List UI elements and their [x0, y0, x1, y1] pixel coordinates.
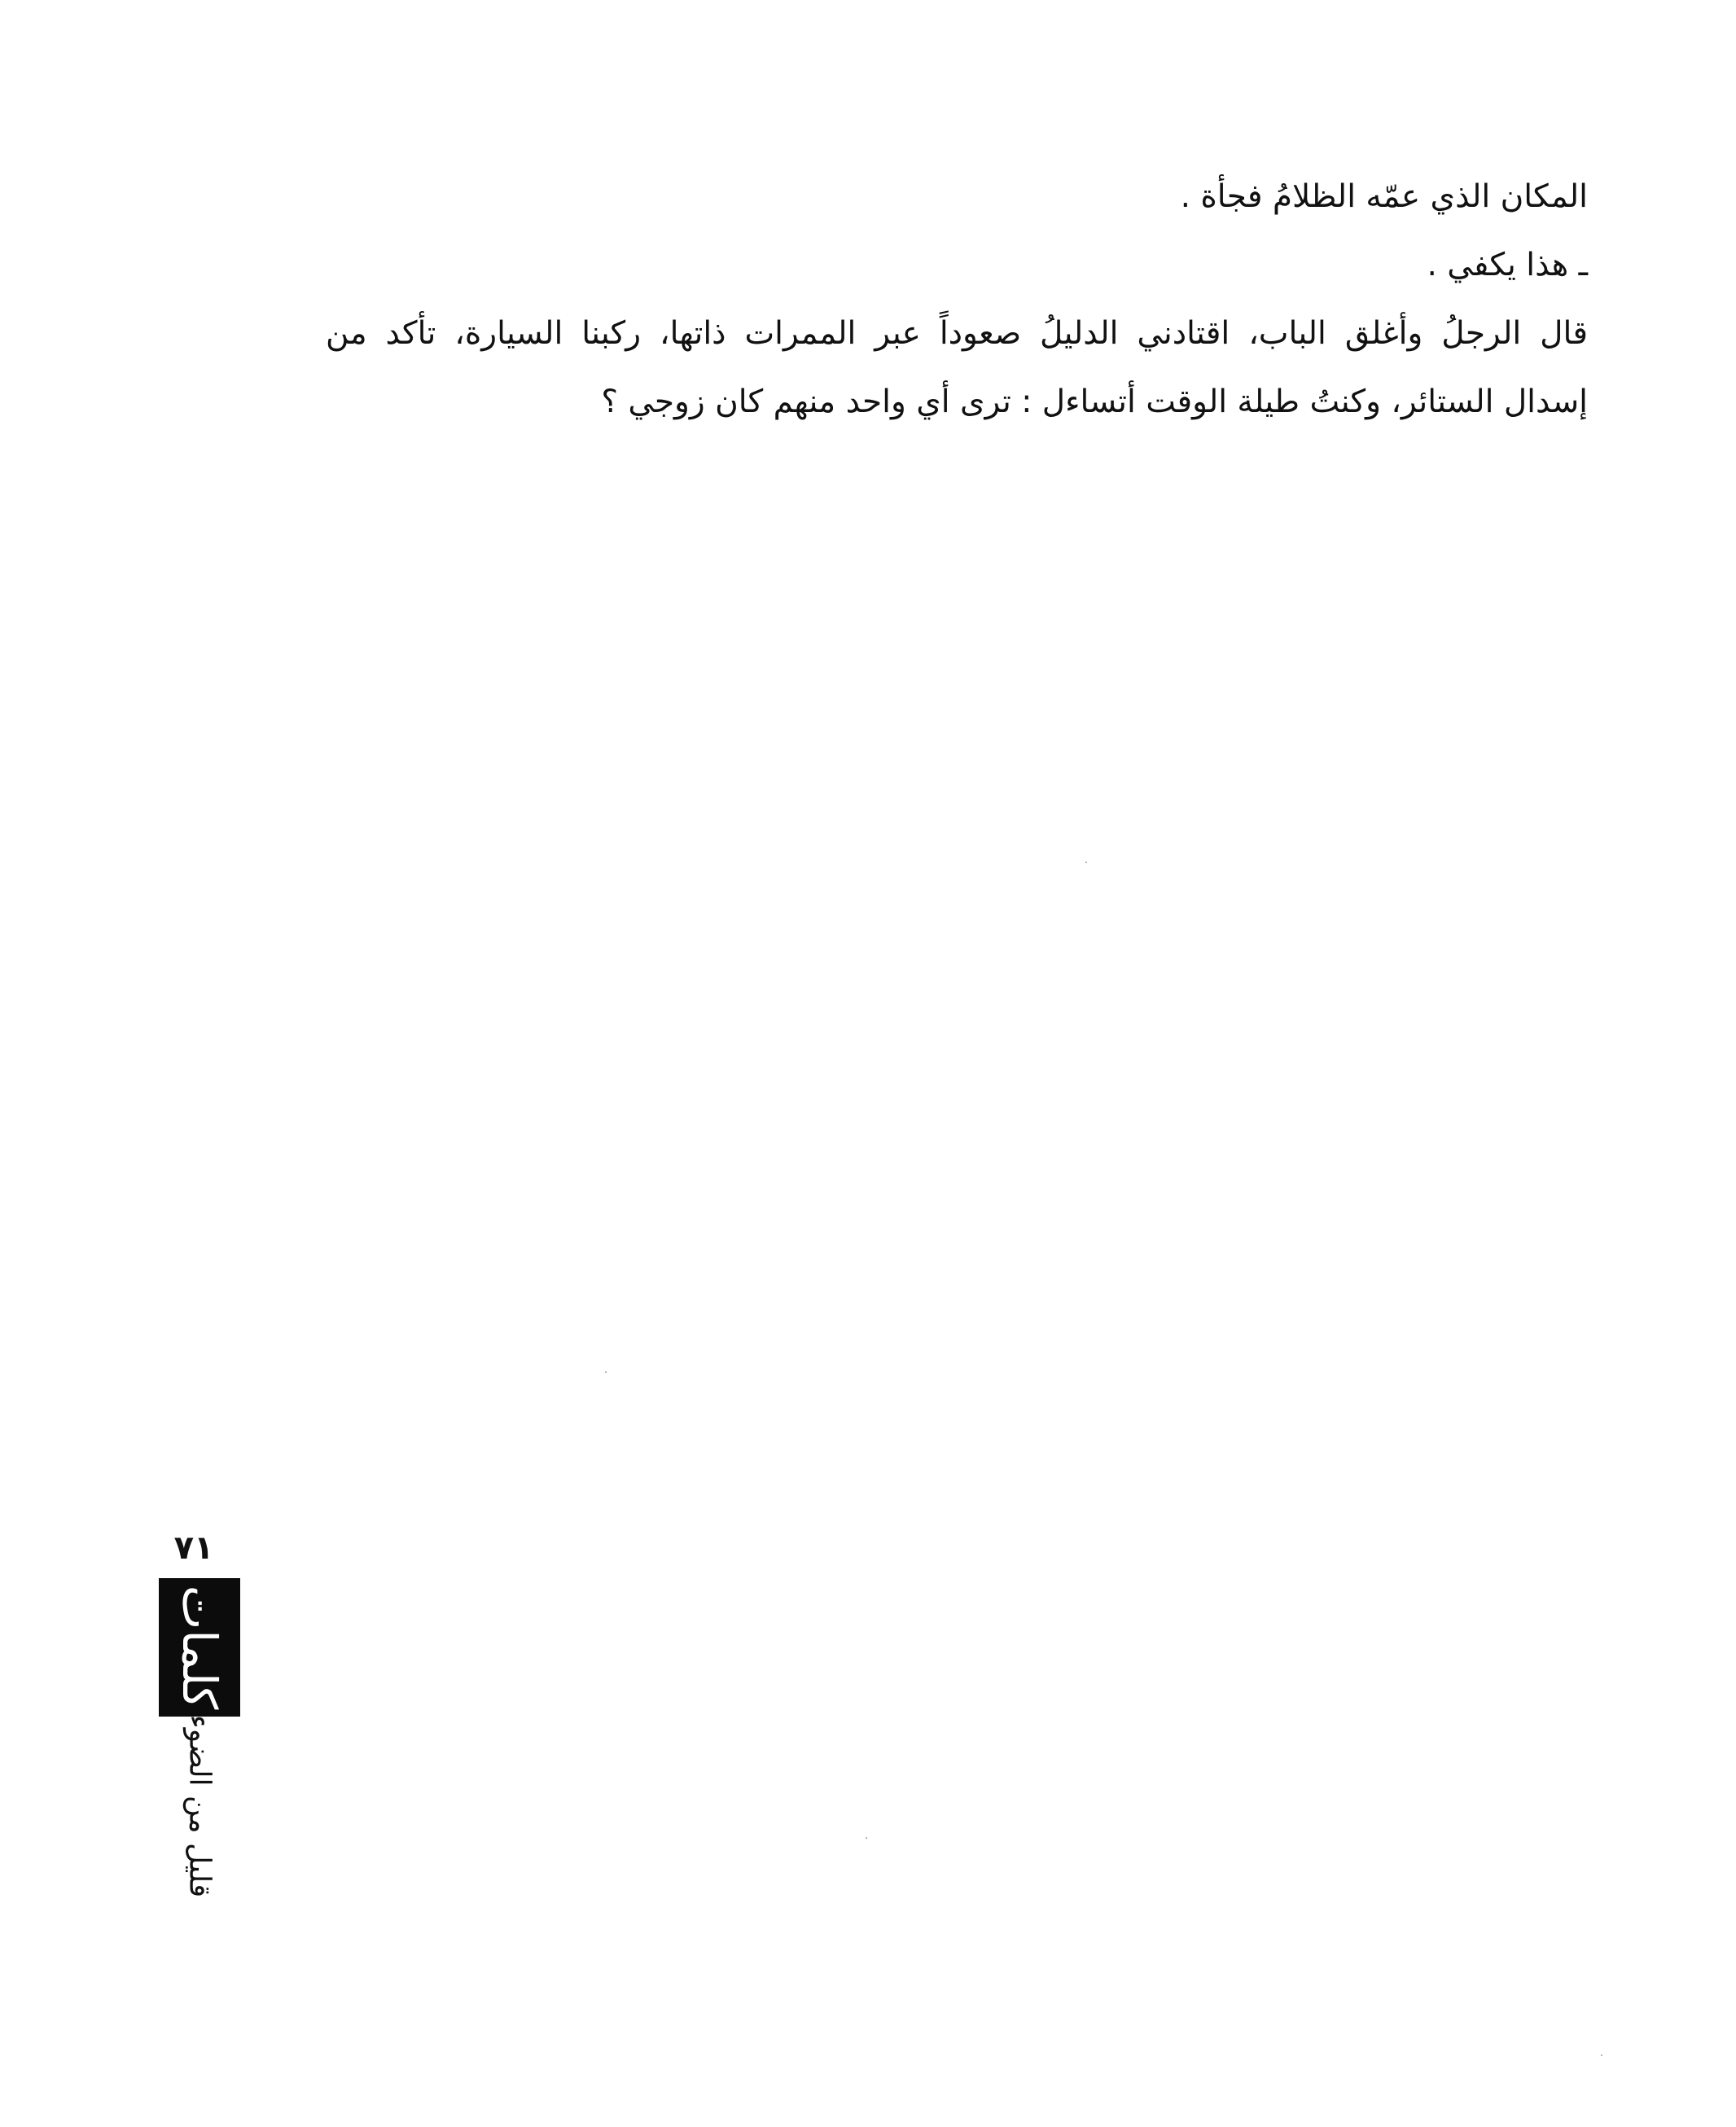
- series-label-box: [159, 1578, 240, 1717]
- scan-speck: [866, 1837, 867, 1839]
- scan-speck: [605, 1371, 607, 1373]
- series-label: كلمات: [172, 1585, 227, 1710]
- paragraph-line-1: المكان الذي عمّه الظلامُ فجأة .: [1180, 178, 1588, 215]
- scan-speck: [1085, 862, 1087, 863]
- paragraph-line-4: إسدال الستائر، وكنتُ طيلة الوقت أتساءل : ترى أي واحد منهم كان زوجي ؟: [601, 384, 1588, 420]
- book-title-running-head: [159, 1714, 240, 1898]
- page-number: ٧١: [173, 1529, 214, 1567]
- scan-speck: [1601, 2055, 1602, 2056]
- paragraph-line-3: قال الرجلُ وأغلق الباب، اقتادني الدليلُ صعوداً عبر الممرات ذاتها، ركبنا السيارة، تأكد من: [326, 315, 1588, 352]
- body-text: [326, 163, 1588, 436]
- paragraph-line-2: ـ هذا يكفي .: [1427, 247, 1588, 283]
- book-title-label: قليل من الضوء: [182, 1714, 217, 1898]
